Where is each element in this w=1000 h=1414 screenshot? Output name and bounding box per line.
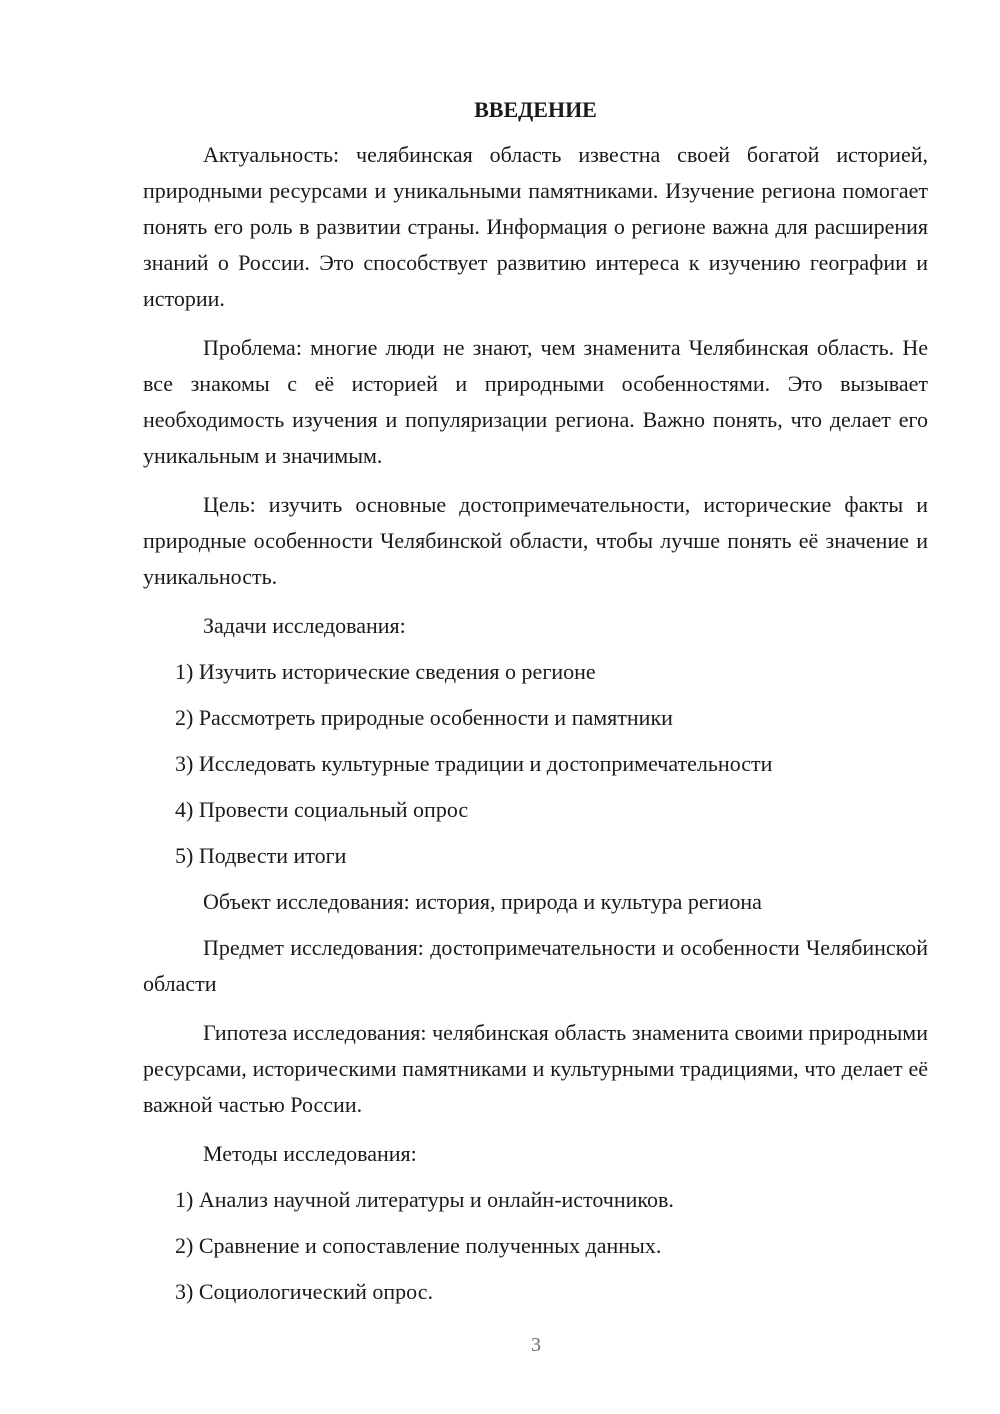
list-item: 5) Подвести итоги <box>175 843 347 868</box>
document-page <box>143 95 928 1320</box>
list-item: 3) Исследовать культурные традиции и достопримечательности <box>175 751 773 776</box>
list-item: 1) Анализ научной литературы и онлайн-источников. <box>175 1187 674 1212</box>
problem-paragraph: Проблема: многие люди не знают, чем знаменита Челябинская область. Не все знакомы с её историей и природными особенностями. Это вызывает необходимость изучения и популяризации региона. Важно понять, что делает его уникальным и значимым. <box>143 335 928 468</box>
tasks-list <box>143 654 928 874</box>
goal-paragraph: Цель: изучить основные достопримечательности, исторические факты и природные особенности Челябинской области, чтобы лучше понять её значение и уникальность. <box>143 492 928 589</box>
tasks-heading: Задачи исследования: <box>203 613 406 638</box>
methods-list <box>143 1182 928 1310</box>
list-item: 1) Изучить исторические сведения о регионе <box>175 659 596 684</box>
list-item: 3) Социологический опрос. <box>175 1279 433 1304</box>
relevance-paragraph: Актуальность: челябинская область известна своей богатой историей, природными ресурсами и уникальными памятниками. Изучение региона помогает понять его роль в развитии страны. Информация о регионе важна для расширения знаний о России. Это способствует развитию интереса к изучению географии и истории. <box>143 142 928 311</box>
list-item: 4) Провести социальный опрос <box>175 797 469 822</box>
page-title: ВВЕДЕНИЕ <box>474 97 597 122</box>
list-item: 2) Рассмотреть природные особенности и памятники <box>175 705 673 730</box>
subject-paragraph: Предмет исследования: достопримечательности и особенности Челябинской области <box>143 935 928 996</box>
list-item: 2) Сравнение и сопоставление полученных данных. <box>175 1233 662 1258</box>
object-line: Объект исследования: история, природа и культура региона <box>203 889 762 914</box>
page-number: 3 <box>531 1334 541 1356</box>
methods-heading: Методы исследования: <box>203 1141 417 1166</box>
hypothesis-paragraph: Гипотеза исследования: челябинская область знаменита своими природными ресурсами, историческими памятниками и культурными традициями, что делает её важной частью России. <box>143 1020 928 1117</box>
